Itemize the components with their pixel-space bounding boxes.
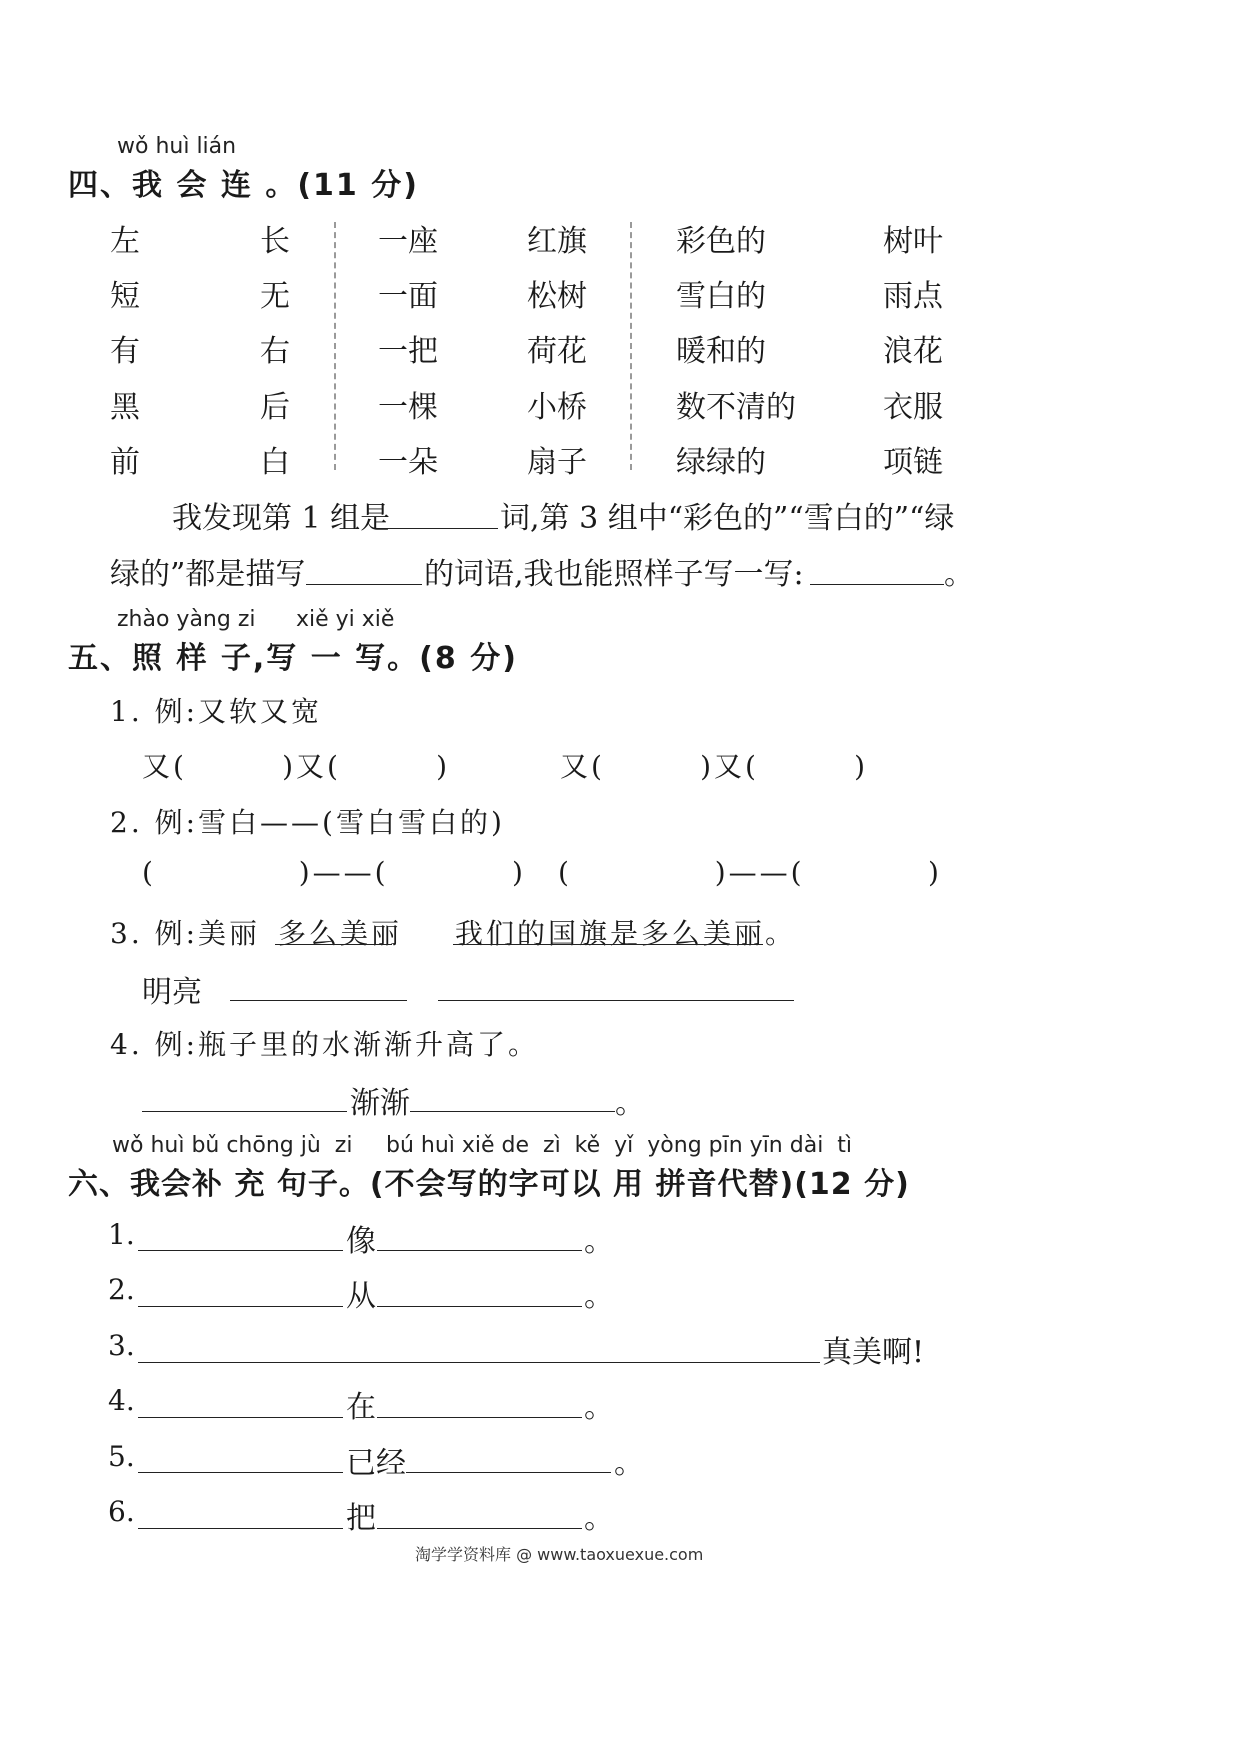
s6-item-end: 真美啊! xyxy=(822,1335,925,1370)
blank-describe[interactable] xyxy=(306,584,422,585)
g2-right-1: 红旗 xyxy=(527,224,587,259)
s6-item-num: 4. xyxy=(108,1384,135,1417)
s6-item6-blank-b[interactable] xyxy=(377,1528,582,1529)
section5-pinyin-a: zhào yàng zi xyxy=(117,607,256,632)
blank-own-example[interactable] xyxy=(810,584,944,585)
s6-item1-blank-a[interactable] xyxy=(138,1250,343,1251)
discovery-line2-end: 。 xyxy=(944,557,974,592)
s6-item-num: 6. xyxy=(108,1495,135,1528)
s6-item-mid: 像 xyxy=(346,1224,376,1259)
q1-example: 1. 例:又软又宽 xyxy=(110,695,323,728)
g1-right-5: 白 xyxy=(260,445,290,480)
s6-item2-blank-a[interactable] xyxy=(138,1306,343,1307)
g2-right-5: 扇子 xyxy=(527,445,587,480)
q3-word: 明亮 xyxy=(142,975,202,1010)
q2-blank-b[interactable]: ( )——( xyxy=(558,856,805,889)
section6-pinyin-b: bú huì xiě de zì kě yǐ yòng pīn yīn dài tì xyxy=(386,1133,853,1158)
q3-phrase-underline xyxy=(275,944,392,945)
s6-item5-blank-b[interactable] xyxy=(406,1472,611,1473)
g1-right-4: 后 xyxy=(260,390,290,425)
discovery-line2-b: 的词语,我也能照样子写一写: xyxy=(424,557,804,592)
discovery-line1-a: 我发现第 1 组是 xyxy=(172,501,391,536)
q3-sentence: 我们的国旗是多么美丽。 xyxy=(455,917,797,950)
g1-right-2: 无 xyxy=(260,279,290,314)
g2-right-2: 松树 xyxy=(527,279,587,314)
section6-title: 六、我会补 充 句子。(不会写的字可以 用 拼音代替)(12 分) xyxy=(68,1167,910,1202)
q1-blank-b[interactable]: 又( )又( ) xyxy=(560,750,869,783)
g2-left-1: 一座 xyxy=(378,224,438,259)
g2-left-2: 一面 xyxy=(378,279,438,314)
section4-pinyin: wǒ huì lián xyxy=(117,134,237,159)
s6-item-num: 1. xyxy=(108,1218,135,1251)
g3-left-5: 绿绿的 xyxy=(676,445,766,480)
g1-left-1: 左 xyxy=(110,224,140,259)
footer-watermark: 淘学学资料库 @ www.taoxuexue.com xyxy=(415,1545,704,1564)
s6-item-mid: 在 xyxy=(346,1390,376,1425)
g3-right-4: 衣服 xyxy=(883,390,943,425)
discovery-line1-b: 词,第 3 组中“彩色的”“雪白的”“绿 xyxy=(500,501,955,536)
g3-left-1: 彩色的 xyxy=(676,224,766,259)
q3-example-label: 3. 例:美丽 xyxy=(110,917,261,950)
s6-item-end: 。 xyxy=(584,1501,614,1536)
q2-blank-a[interactable]: ( )——( xyxy=(142,856,389,889)
blank-word-type[interactable] xyxy=(380,528,498,529)
s6-item-end: 。 xyxy=(614,1446,644,1481)
g3-left-2: 雪白的 xyxy=(676,279,766,314)
g2-right-4: 小桥 xyxy=(527,390,587,425)
g1-right-3: 右 xyxy=(260,334,290,369)
q4-blank-b[interactable] xyxy=(410,1111,615,1112)
g2-right-3: 荷花 xyxy=(527,334,587,369)
q4-mid: 渐渐 xyxy=(350,1086,410,1121)
discovery-line2-a: 绿的”都是描写 xyxy=(110,557,306,592)
g2-left-4: 一棵 xyxy=(378,390,438,425)
q1-blank-a[interactable]: 又( )又( ) xyxy=(142,750,451,783)
s6-item1-blank-b[interactable] xyxy=(377,1250,582,1251)
s6-item-mid: 把 xyxy=(346,1501,376,1536)
s6-item4-blank-a[interactable] xyxy=(138,1417,343,1418)
g3-left-3: 暖和的 xyxy=(676,334,766,369)
section5-title: 五、照 样 子,写 一 写。(8 分) xyxy=(68,641,518,676)
s6-item2-blank-b[interactable] xyxy=(377,1306,582,1307)
q2-close-b: ) xyxy=(928,856,942,889)
s6-item-num: 5. xyxy=(108,1440,135,1473)
section6-pinyin-a: wǒ huì bǔ chōng jù zi xyxy=(112,1133,353,1158)
g1-left-3: 有 xyxy=(110,334,140,369)
q3-sentence-underline xyxy=(453,944,763,945)
section5-pinyin-b: xiě yi xiě xyxy=(296,607,395,632)
g3-right-3: 浪花 xyxy=(883,334,943,369)
s6-item4-blank-b[interactable] xyxy=(377,1417,582,1418)
q2-example: 2. 例:雪白——(雪白雪白的) xyxy=(110,806,505,839)
q4-end: 。 xyxy=(615,1086,645,1121)
q3-blank-phrase[interactable] xyxy=(230,1000,407,1001)
s6-item-num: 3. xyxy=(108,1329,135,1362)
g2-left-5: 一朵 xyxy=(378,445,438,480)
s6-item6-blank-a[interactable] xyxy=(138,1528,343,1529)
q3-phrase: 多么美丽 xyxy=(278,917,403,950)
q4-example: 4. 例:瓶子里的水渐渐升高了。 xyxy=(110,1028,540,1061)
s6-item-mid: 已经 xyxy=(346,1446,406,1481)
g1-left-5: 前 xyxy=(110,445,140,480)
g1-left-2: 短 xyxy=(110,279,140,314)
q3-blank-sentence[interactable] xyxy=(438,1000,794,1001)
q4-blank-a[interactable] xyxy=(142,1111,347,1112)
divider-1 xyxy=(334,222,336,470)
s6-item3-blank[interactable] xyxy=(138,1362,820,1363)
divider-2 xyxy=(630,222,632,470)
s6-item-end: 。 xyxy=(584,1279,614,1314)
s6-item-mid: 从 xyxy=(346,1279,376,1314)
g1-left-4: 黑 xyxy=(110,390,140,425)
g3-left-4: 数不清的 xyxy=(676,390,796,425)
g3-right-5: 项链 xyxy=(883,445,943,480)
g2-left-3: 一把 xyxy=(378,334,438,369)
s6-item-num: 2. xyxy=(108,1273,135,1306)
g3-right-1: 树叶 xyxy=(883,224,943,259)
s6-item-end: 。 xyxy=(584,1224,614,1259)
q2-close-a: ) xyxy=(512,856,526,889)
g1-right-1: 长 xyxy=(260,224,290,259)
g3-right-2: 雨点 xyxy=(883,279,943,314)
s6-item-end: 。 xyxy=(584,1390,614,1425)
s6-item5-blank-a[interactable] xyxy=(138,1472,343,1473)
section4-title: 四、我 会 连 。(11 分) xyxy=(68,168,419,203)
